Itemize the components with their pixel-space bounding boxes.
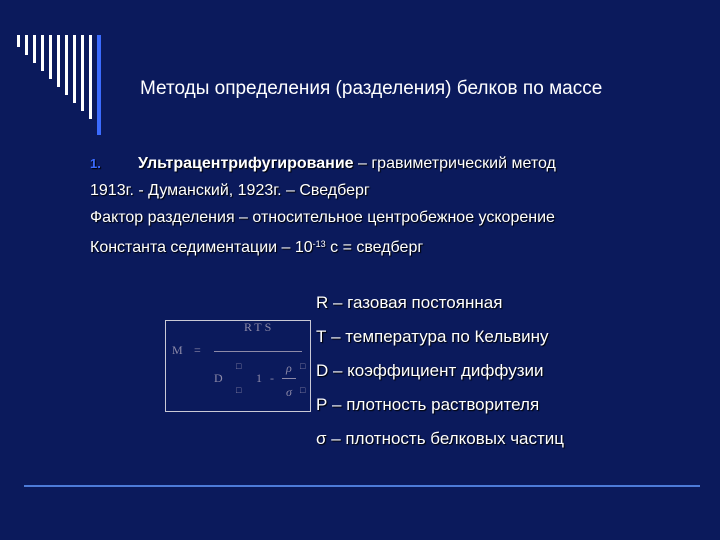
list-item bbox=[90, 231, 556, 258]
list-item: 1913г. - Думанский, 1923г. – Сведберг bbox=[90, 182, 370, 199]
variable-legend bbox=[316, 286, 564, 456]
stripe-accent bbox=[97, 35, 101, 135]
decorative-stripes bbox=[17, 35, 117, 135]
item-text: Константа седиментации – 10 bbox=[90, 239, 313, 256]
stripe bbox=[81, 35, 84, 111]
formula-equals: = bbox=[194, 343, 201, 357]
formula-rho: ρ bbox=[286, 361, 292, 375]
bracket-glyph: □ bbox=[236, 385, 242, 395]
page-title: Методы определения (разделения) белков по массе bbox=[140, 78, 603, 99]
bracket-glyph: □ bbox=[236, 361, 242, 371]
formula-numerator: RTS bbox=[244, 320, 275, 334]
fraction-bar-small bbox=[282, 378, 296, 379]
formula-minus: - bbox=[270, 371, 274, 385]
content-list bbox=[90, 150, 556, 258]
stripe bbox=[25, 35, 28, 55]
stripe bbox=[41, 35, 44, 71]
stripe bbox=[57, 35, 60, 87]
formula-d: D bbox=[214, 371, 223, 385]
stripe bbox=[65, 35, 68, 95]
stripe bbox=[17, 35, 20, 47]
list-item bbox=[90, 150, 556, 177]
legend-item: Р – плотность растворителя bbox=[316, 395, 540, 414]
formula-box bbox=[165, 320, 311, 412]
legend-item: D – коэффициент диффузии bbox=[316, 361, 544, 380]
legend-item: Т – температура по Кельвину bbox=[316, 327, 549, 346]
bottom-divider bbox=[24, 485, 700, 487]
stripe bbox=[89, 35, 92, 119]
fraction-bar bbox=[214, 351, 302, 352]
item-number: 1. bbox=[90, 156, 101, 171]
stripe bbox=[33, 35, 36, 63]
bracket-glyph: □ bbox=[300, 385, 306, 395]
formula-one: 1 bbox=[256, 371, 262, 385]
list-item: Фактор разделения – относительное центробежное ускорение bbox=[90, 209, 555, 226]
item-term: Ультрацентрифугирование bbox=[138, 155, 354, 172]
exponent: -13 bbox=[312, 239, 326, 249]
legend-item: R – газовая постоянная bbox=[316, 293, 503, 312]
stripe bbox=[73, 35, 76, 103]
legend-item: σ – плотность белковых частиц bbox=[316, 429, 565, 448]
formula-sigma: σ bbox=[286, 385, 292, 399]
item-text: – гравиметрический метод bbox=[353, 155, 556, 172]
formula-lhs: M bbox=[172, 343, 183, 357]
bracket-glyph: □ bbox=[300, 361, 306, 371]
stripe bbox=[49, 35, 52, 79]
item-text: с = сведберг bbox=[325, 239, 424, 256]
